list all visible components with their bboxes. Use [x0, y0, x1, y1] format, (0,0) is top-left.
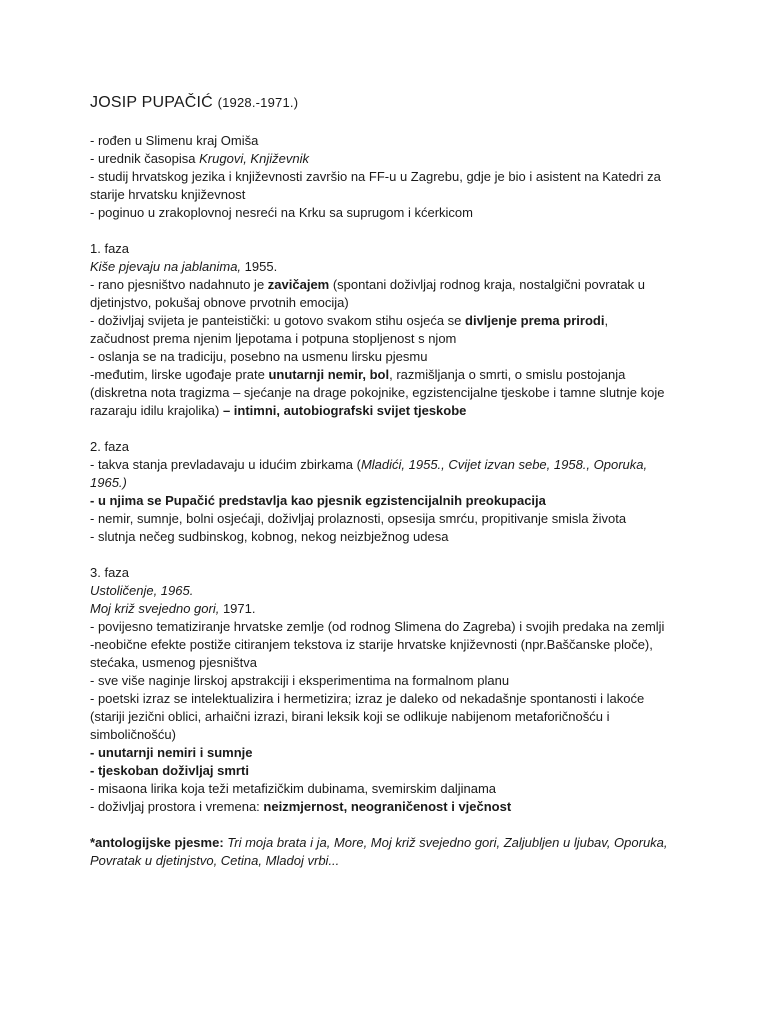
- author-name: JOSIP PUPAČIĆ: [90, 94, 213, 111]
- phase1-item: -međutim, lirske ugođaje prate unutarnji nemir, bol, razmišljanja o smrti, o smislu postojanja (diskretna nota tragizma – sjećanje na drage pokojnike, egzistencijalne tjeskobe i tamne slutnje koje razaraju idilu krajolika) – intimni, autobiografski svijet tjeskobe: [90, 367, 665, 418]
- anthology-poems: *antologijske pjesme: Tri moja brata i ja, More, Moj križ svejedno gori, Zaljubljen u ljubav, Oporuka, Povratak u djetinjstvo, Cetina, Mladoj vrbi...: [90, 835, 668, 868]
- phase2-item: - takva stanja prevladavaju u idućim zbirkama (Mladići, 1955., Cvijet izvan sebe, 1958., Oporuka, 1965.): [90, 457, 648, 490]
- page-title: [90, 92, 728, 114]
- bio-item: - poginuo u zrakoplovnoj nesreći na Krku sa suprugom i kćerkicom: [90, 205, 473, 220]
- phase3-item: - misaona lirika koja teži metafizičkim dubinama, svemirskim daljinama: [90, 781, 497, 796]
- phase3-item: - poetski izraz se intelektualizira i hermetizira; izraz je daleko od nekadašnje spontanosti i lakoće (stariji jezični oblici, arhaični izrazi, birani leksik koji se odlikuje nabijenom metaforičnošću i simboličnošću): [90, 691, 645, 742]
- phase3-item: - unutarnji nemiri i sumnje: [90, 745, 253, 760]
- phase3-item: - povijesno tematiziranje hrvatske zemlje (od rodnog Slimena do Zagreba) i svojih predaka na zemlji: [90, 619, 665, 634]
- phase1-work: Kiše pjevaju na jablanima, 1955.: [90, 259, 278, 274]
- phase3-work: Ustoličenje, 1965.: [90, 583, 194, 598]
- phase3-item: - doživljaj prostora i vremena: neizmjernost, neograničenost i vječnost: [90, 799, 512, 814]
- author-years: (1928.-1971.): [217, 95, 299, 110]
- phase3-heading: 3. faza: [90, 565, 130, 580]
- bio-item: - rođen u Slimenu kraj Omiša: [90, 133, 259, 148]
- phase3-work: Moj križ svejedno gori, 1971.: [90, 601, 256, 616]
- phase1-heading: 1. faza: [90, 241, 130, 256]
- bio-item: - urednik časopisa Krugovi, Književnik: [90, 151, 309, 166]
- phase1-item: - rano pjesništvo nadahnuto je zavičajem (spontani doživljaj rodnog kraja, nostalgični povratak u djetinjstvo, pokušaj obnove prvotnih emocija): [90, 277, 646, 310]
- bio-item: - studij hrvatskog jezika i književnosti završio na FF-u u Zagrebu, gdje je bio i asistent na Katedri za starije hrvatsku književnost: [90, 169, 661, 202]
- phase2-item: - nemir, sumnje, bolni osjećaji, doživljaj prolaznosti, opsesija smrću, propitivanje smisla života: [90, 511, 627, 526]
- phase1-item: - doživljaj svijeta je panteistički: u gotovo svakom stihu osjeća se divljenje prema prirodi, začudnost prema njenim ljepotama i potpuna stopljenost s njom: [90, 313, 609, 346]
- phase2-item: - slutnja nečeg sudbinskog, kobnog, nekog neizbježnog udesa: [90, 529, 449, 544]
- phase1-item: - oslanja se na tradiciju, posebno na usmenu lirsku pjesmu: [90, 349, 428, 364]
- phase3-item: -neobične efekte postiže citiranjem tekstova iz starije hrvatske književnosti (npr.Baščanske ploče), stećaka, usmenog pjesništva: [90, 637, 653, 670]
- phase3-item: - tjeskoban doživljaj smrti: [90, 763, 249, 778]
- phase3-item: - sve više naginje lirskoj apstrakciji i eksperimentima na formalnom planu: [90, 673, 510, 688]
- phase2-heading: 2. faza: [90, 439, 130, 454]
- phase2-item: - u njima se Pupačić predstavlja kao pjesnik egzistencijalnih preokupacija: [90, 493, 546, 508]
